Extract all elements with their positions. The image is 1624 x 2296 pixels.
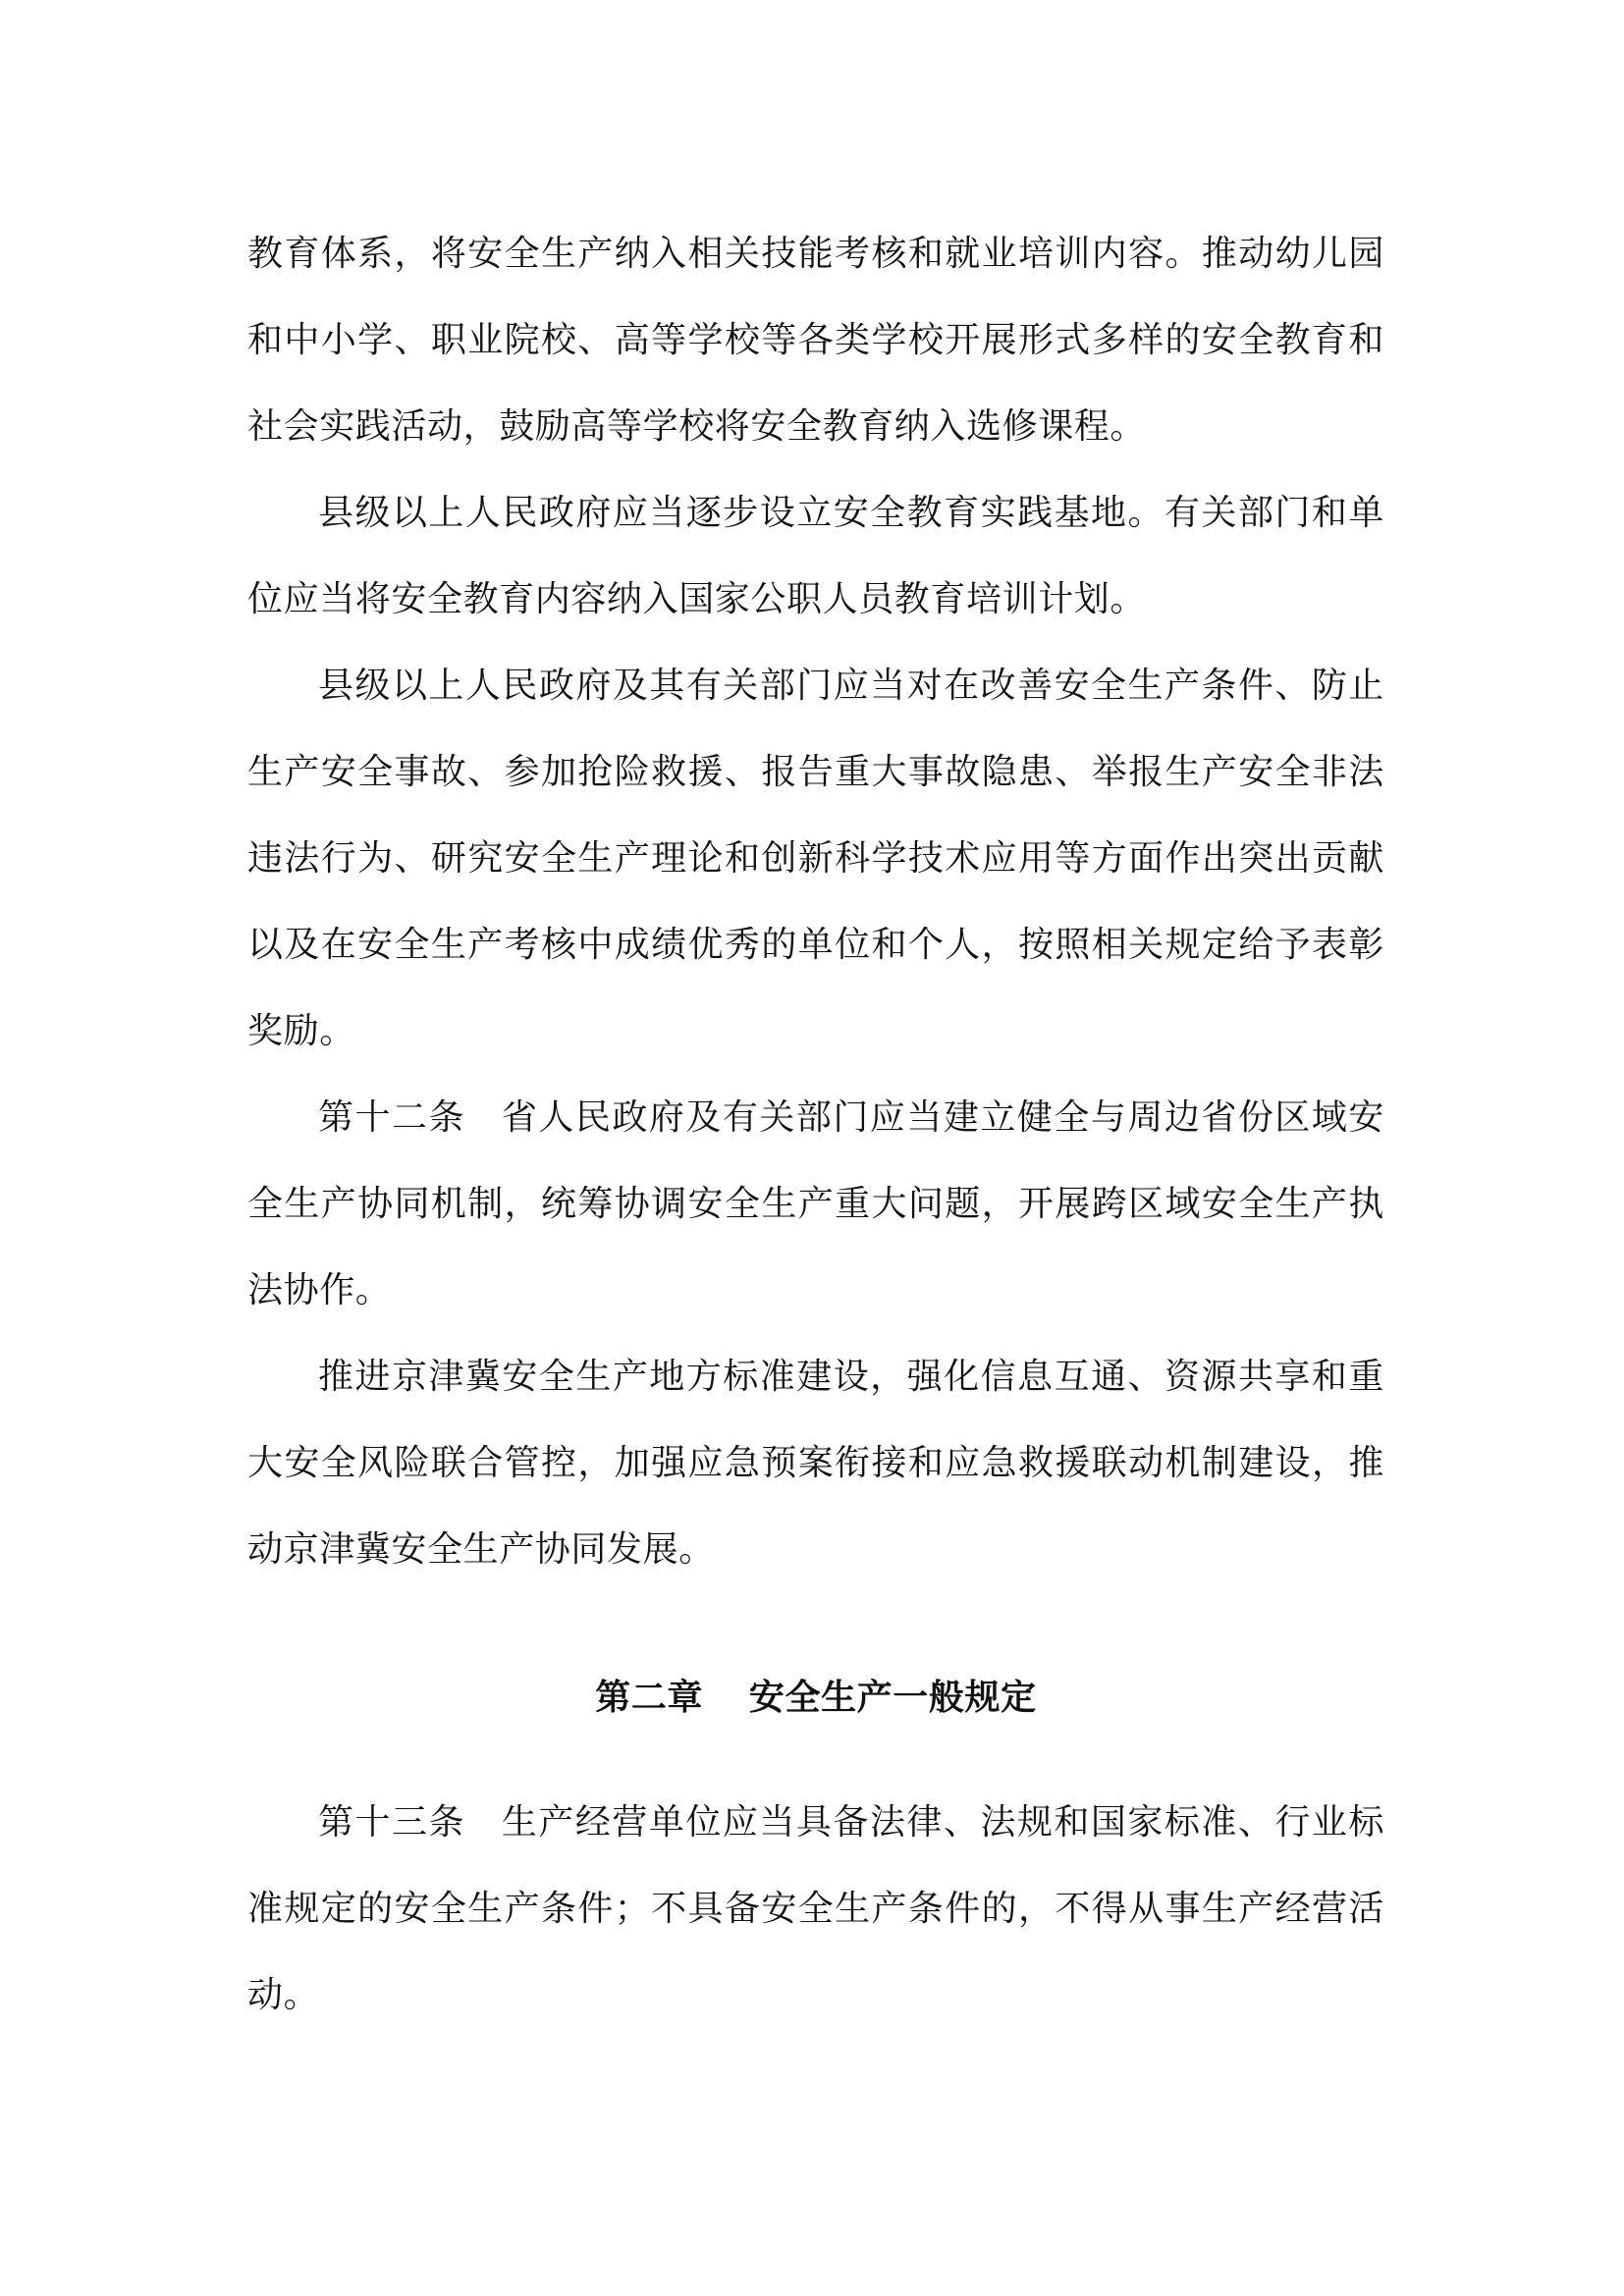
paragraph-education-base: 县级以上人民政府应当逐步设立安全教育实践基地。有关部门和单位应当将安全教育内容纳入国家公职人员教育培训计划。 bbox=[247, 493, 1384, 619]
chapter-number: 第二章 bbox=[595, 1677, 704, 1718]
chapter-heading bbox=[247, 1654, 1384, 1740]
paragraph-jingjinji: 推进京津冀安全生产地方标准建设，强化信息互通、资源共享和重大安全风险联合管控，加强应急预案衔接和应急救援联动机制建设，推动京津冀安全生产协同发展。 bbox=[247, 1357, 1384, 1570]
paragraph-article-13 bbox=[247, 1780, 1384, 2039]
paragraph-commendation: 县级以上人民政府及其有关部门应当对在改善安全生产条件、防止生产安全事故、参加抢险救援、报告重大事故隐患、举报生产安全非法违法行为、研究安全生产理论和创新科学技术应用等方面作出突出贡献以及在安全生产考核中成绩优秀的单位和个人，按照相关规定给予表彰奖励。 bbox=[247, 666, 1384, 1051]
document-page bbox=[247, 211, 1384, 2039]
paragraph-article-12 bbox=[247, 1075, 1384, 1334]
article-number: 第十三条 bbox=[318, 1802, 465, 1842]
paragraph-education-system: 教育体系，将安全生产纳入相关技能考核和就业培训内容。推动幼儿园和中小学、职业院校、高等学校等各类学校开展形式多样的安全教育和社会实践活动，鼓励高等学校将安全教育纳入选修课程。 bbox=[247, 234, 1384, 447]
chapter-title: 安全生产一般规定 bbox=[748, 1677, 1037, 1718]
article-number: 第十二条 bbox=[318, 1097, 465, 1138]
article-text: 省人民政府及有关部门应当建立健全与周边省份区域安全生产协同机制，统筹协调安全生产重大问题，开展跨区域安全生产执法协作。 bbox=[247, 1097, 1384, 1310]
article-text: 生产经营单位应当具备法律、法规和国家标准、行业标准规定的安全生产条件；不具备安全生产条件的，不得从事生产经营活动。 bbox=[247, 1802, 1384, 2015]
